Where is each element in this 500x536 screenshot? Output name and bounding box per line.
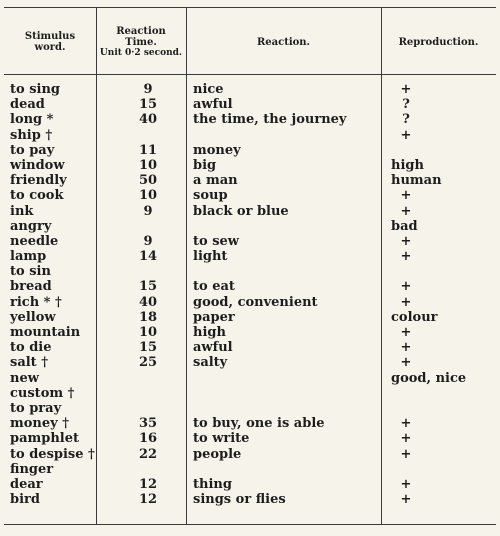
reproduction-word: +	[400, 82, 412, 97]
stimulus-word: friendly	[10, 173, 67, 189]
reaction-time: 22	[138, 446, 158, 462]
reaction-word: paper	[193, 309, 235, 325]
table-row	[0, 173, 500, 188]
header-line: Reaction.	[256, 36, 311, 48]
reproduction-word	[391, 143, 421, 158]
table-row	[0, 431, 500, 446]
table-row	[0, 401, 500, 416]
reaction-time: 15	[138, 340, 158, 356]
table-row	[0, 279, 500, 294]
reaction-time: 25	[138, 355, 158, 371]
header-line: Time.	[125, 36, 157, 48]
table-row	[0, 264, 500, 279]
reaction-time	[96, 401, 200, 416]
reaction-word: a man	[193, 173, 238, 189]
reaction-word: to buy, one is able	[193, 416, 325, 432]
header-line: Reaction	[116, 25, 166, 37]
stimulus-word: ship †	[10, 127, 53, 143]
reaction-time: 10	[138, 188, 158, 204]
table-row	[0, 447, 500, 462]
header-reaction-time	[96, 14, 186, 70]
stimulus-word: to pray	[10, 400, 62, 416]
reaction-word: to eat	[193, 279, 235, 295]
reaction-time: 12	[138, 476, 158, 492]
table-row	[0, 112, 500, 127]
reproduction-word: +	[400, 249, 412, 265]
reaction-time: 10	[138, 325, 158, 340]
reproduction-word	[391, 401, 421, 416]
reaction-time: 11	[138, 142, 158, 158]
stimulus-word: pamphlet	[10, 431, 80, 447]
reaction-time: 40	[138, 294, 158, 310]
table-row	[0, 158, 500, 173]
table-row	[0, 97, 500, 112]
stimulus-word: rich * †	[10, 294, 62, 310]
table-row	[0, 219, 500, 234]
reproduction-word: +	[400, 279, 412, 295]
reaction-time	[96, 264, 200, 279]
stimulus-word: to pay	[10, 142, 55, 158]
table-row	[0, 386, 500, 401]
header-stimulus-word	[4, 14, 96, 70]
reaction-word: people	[193, 446, 242, 462]
reaction-word: awful	[193, 97, 233, 113]
reproduction-word	[391, 386, 421, 401]
table-row	[0, 82, 500, 97]
stimulus-word: long *	[10, 112, 54, 128]
header-rule	[4, 74, 496, 75]
reproduction-word: +	[400, 476, 412, 492]
stimulus-word: to cook	[10, 188, 64, 204]
table-row	[0, 143, 500, 158]
reproduction-word: colour	[391, 309, 438, 325]
stimulus-word: needle	[10, 233, 59, 249]
stimulus-word: window	[10, 157, 65, 173]
reaction-time: 18	[138, 309, 158, 325]
reproduction-word: +	[400, 446, 412, 462]
table-row	[0, 295, 500, 310]
stimulus-word: to sing	[10, 82, 61, 97]
reproduction-word: bad	[391, 218, 418, 234]
reaction-word: soup	[193, 188, 228, 204]
stimulus-word: ink	[10, 203, 34, 219]
reaction-time: 12	[138, 492, 158, 508]
reproduction-word	[391, 462, 421, 477]
stimulus-word: bread	[10, 279, 52, 295]
table-row	[0, 355, 500, 370]
reproduction-word: ?	[402, 97, 410, 113]
reaction-word: big	[193, 157, 217, 173]
reaction-time: 14	[138, 249, 158, 265]
reproduction-word: +	[400, 416, 412, 432]
header-line: Unit 0·2 second.	[99, 47, 183, 58]
reaction-time	[96, 371, 200, 386]
header-line: Stimulus	[24, 31, 76, 42]
stimulus-word: money †	[10, 416, 70, 432]
stimulus-word: angry	[10, 218, 52, 234]
reaction-time: 35	[138, 416, 158, 432]
header-reaction	[186, 14, 381, 70]
table-row	[0, 462, 500, 477]
reproduction-word: human	[391, 173, 442, 189]
reproduction-word: +	[400, 325, 412, 340]
table-row	[0, 234, 500, 249]
table-row	[0, 325, 500, 340]
stimulus-word: dead	[10, 97, 45, 113]
reaction-time	[96, 462, 200, 477]
reaction-time: 50	[138, 173, 158, 189]
table-row	[0, 477, 500, 492]
reaction-time: 15	[138, 97, 158, 113]
stimulus-word: bird	[10, 492, 40, 508]
reaction-time: 9	[143, 82, 153, 97]
table-row	[0, 310, 500, 325]
stimulus-word: mountain	[10, 325, 81, 340]
table-row	[0, 492, 500, 507]
reproduction-word: +	[400, 233, 412, 249]
stimulus-word: salt †	[10, 355, 49, 371]
reproduction-word: +	[400, 127, 412, 143]
reaction-word: high	[193, 325, 226, 340]
reproduction-word: +	[400, 203, 412, 219]
reaction-time: 16	[138, 431, 158, 447]
reaction-time: 15	[138, 279, 158, 295]
reaction-time	[96, 128, 200, 143]
stimulus-word: to die	[10, 340, 52, 356]
stimulus-word: dear	[10, 476, 43, 492]
reproduction-word: high	[391, 157, 424, 173]
stimulus-word: custom †	[10, 385, 75, 401]
top-rule	[4, 7, 496, 8]
table-row	[0, 371, 500, 386]
reaction-word: thing	[193, 476, 232, 492]
header-line: word.	[34, 42, 66, 53]
reaction-word: nice	[193, 82, 224, 97]
reaction-word: good, convenient	[193, 294, 318, 310]
table-body	[0, 82, 500, 507]
reaction-time: 9	[143, 203, 153, 219]
stimulus-word: finger	[10, 461, 54, 477]
reproduction-word: +	[400, 294, 412, 310]
reproduction-word: good, nice	[391, 370, 467, 386]
reaction-time	[96, 219, 200, 234]
reproduction-word: +	[400, 340, 412, 356]
header-line: Reproduction.	[398, 36, 479, 48]
table-row	[0, 128, 500, 143]
table-row	[0, 249, 500, 264]
stimulus-word: to despise †	[10, 446, 95, 462]
reaction-time: 9	[143, 233, 153, 249]
reaction-word: black or blue	[193, 203, 289, 219]
reaction-word: salty	[193, 355, 228, 371]
table-row	[0, 340, 500, 355]
reaction-word: awful	[193, 340, 233, 356]
reaction-word: to write	[193, 431, 250, 447]
reproduction-word: ?	[402, 112, 410, 128]
header-reproduction	[381, 14, 496, 70]
reaction-word: to sew	[193, 233, 239, 249]
reproduction-word: +	[400, 431, 412, 447]
stimulus-word: lamp	[10, 249, 47, 265]
reproduction-word: +	[400, 188, 412, 204]
reaction-time: 40	[138, 112, 158, 128]
bottom-rule	[4, 524, 496, 525]
reaction-word: the time, the journey	[193, 112, 347, 128]
table-row	[0, 204, 500, 219]
stimulus-word: to sin	[10, 264, 51, 280]
reaction-time: 10	[138, 157, 158, 173]
reproduction-word: +	[400, 492, 412, 508]
reaction-word: money	[193, 142, 241, 158]
stimulus-word: yellow	[10, 309, 56, 325]
reaction-time	[96, 386, 200, 401]
reproduction-word: +	[400, 355, 412, 371]
reaction-word: light	[193, 249, 228, 265]
reproduction-word	[391, 264, 421, 279]
stimulus-word: new	[10, 370, 39, 386]
table-row	[0, 188, 500, 203]
table-row	[0, 416, 500, 431]
reaction-word: sings or flies	[193, 492, 286, 508]
